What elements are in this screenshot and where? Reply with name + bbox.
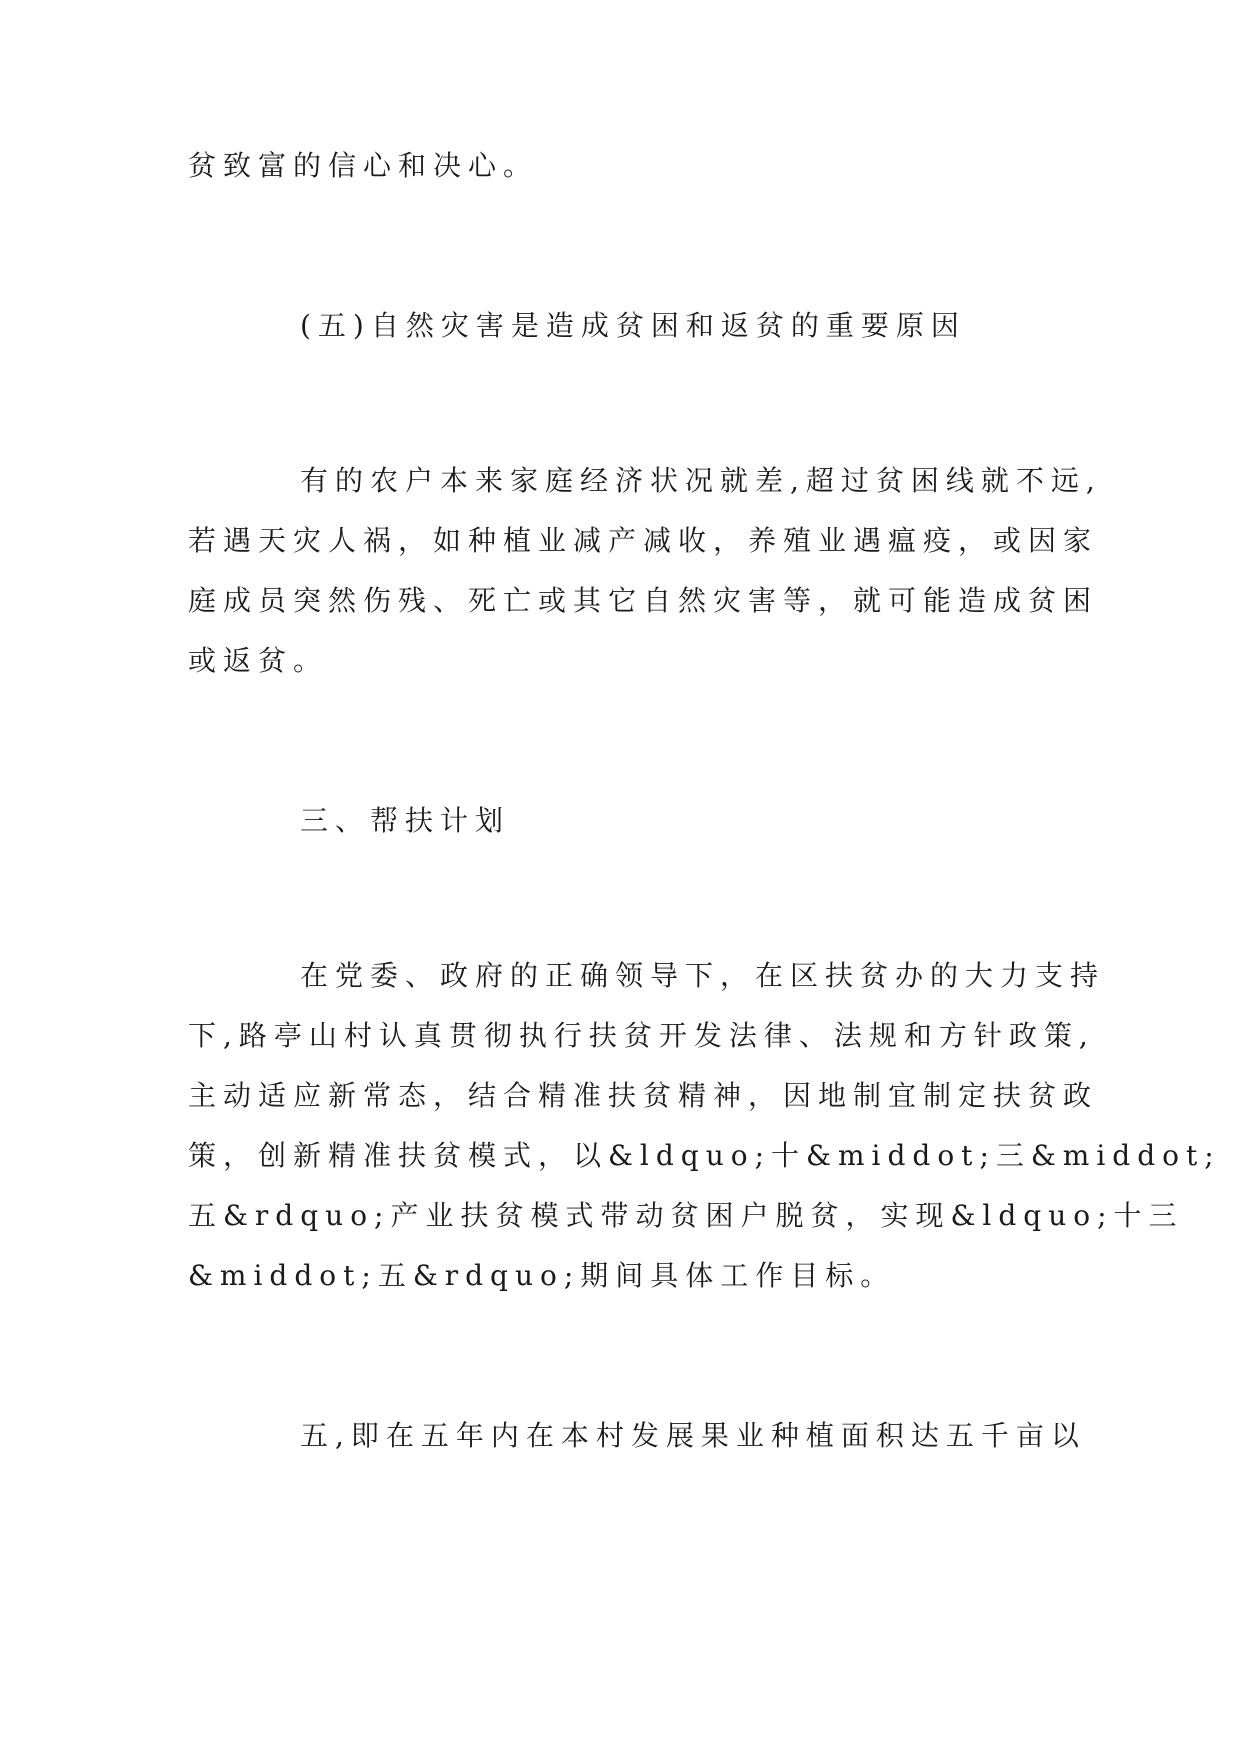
paragraph-line: 策，创新精准扶贫模式，以&ldquo;十&middot;三&middot; [188,1139,1221,1172]
paragraph-line: 庭成员突然伤残、死亡或其它自然灾害等，就可能造成贫困 [188,584,1099,617]
section-heading: 三、帮扶计划 [300,804,511,837]
paragraph-line: &middot;五&rdquo;期间具体工作目标。 [188,1259,896,1292]
paragraph-line: 五&rdquo;产业扶贫模式带动贫困户脱贫，实现&ldquo;十三 [188,1199,1184,1232]
paragraph-line: 有的农户本来家庭经济状况就差,超过贫困线就不远, [300,464,1102,497]
paragraph-line: 在党委、政府的正确领导下，在区扶贫办的大力支持 [300,959,1106,992]
paragraph-line: 贫致富的信心和决心。 [188,149,539,182]
paragraph-line: 下,路亭山村认真贯彻执行扶贫开发法律、法规和方针政策, [188,1019,1095,1052]
paragraph-line: 或返贫。 [188,644,329,677]
paragraph-line: 若遇天灾人祸，如种植业减产减收，养殖业遇瘟疫，或因家 [188,524,1099,557]
section-heading: (五)自然灾害是造成贫困和返贫的重要原因 [300,309,966,342]
paragraph-line: 主动适应新常态，结合精准扶贫精神，因地制宜制定扶贫政 [188,1079,1099,1112]
paragraph-line: 五,即在五年内在本村发展果业种植面积达五千亩以 [300,1419,1086,1452]
